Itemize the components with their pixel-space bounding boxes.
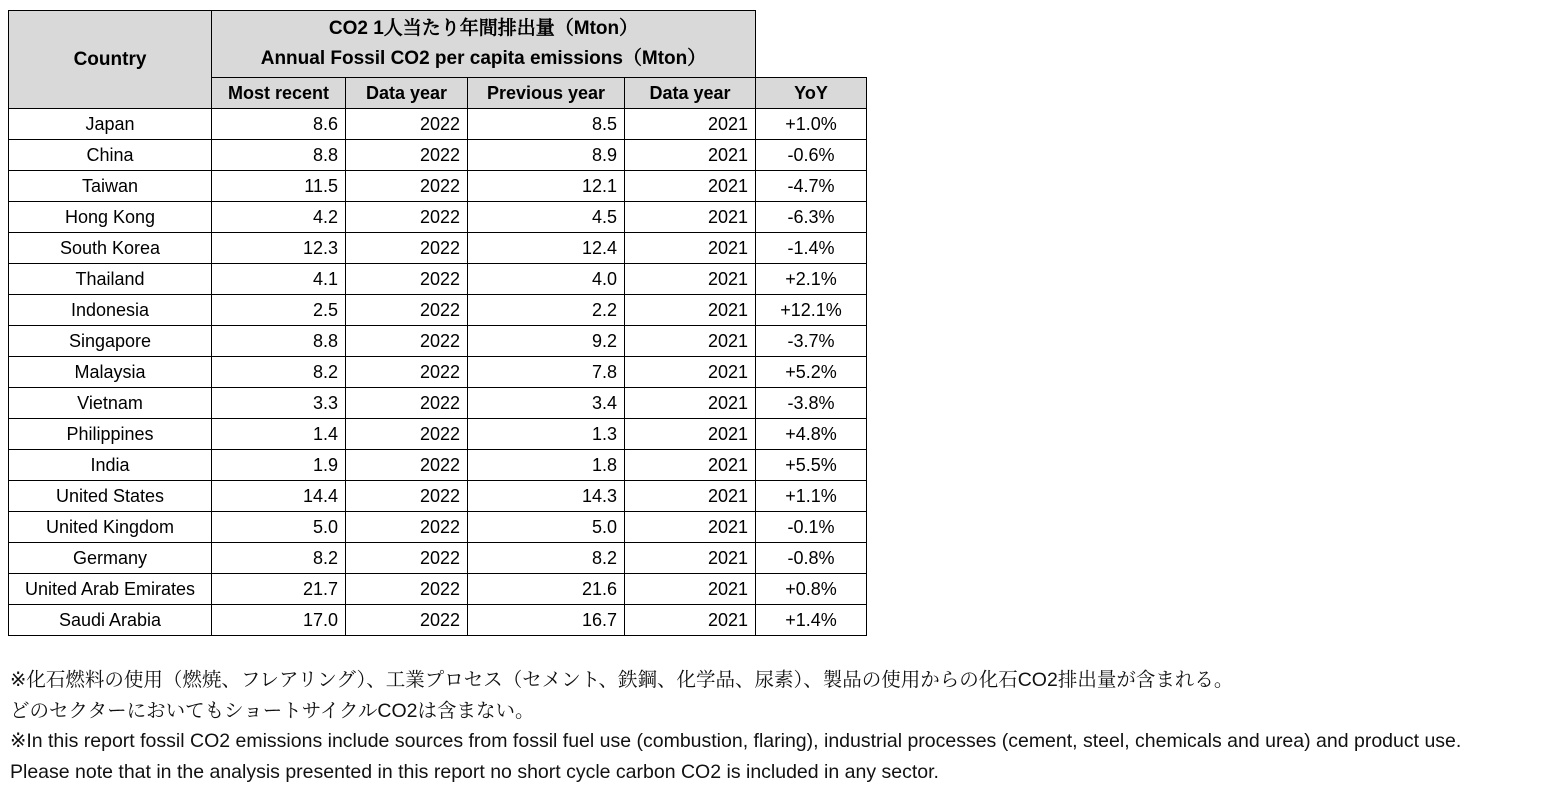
cell-country: United States [9,481,212,512]
emissions-table-container [8,10,867,636]
cell-previous-year: 4.0 [468,264,625,295]
cell-data-year-2: 2021 [625,543,756,574]
cell-country: South Korea [9,233,212,264]
cell-data-year-2: 2021 [625,264,756,295]
cell-previous-year: 5.0 [468,512,625,543]
cell-most-recent: 8.2 [212,543,346,574]
cell-previous-year: 8.2 [468,543,625,574]
cell-country: United Kingdom [9,512,212,543]
cell-data-year-2: 2021 [625,450,756,481]
cell-data-year-1: 2022 [346,326,468,357]
cell-data-year-1: 2022 [346,512,468,543]
cell-yoy: +2.1% [756,264,867,295]
cell-country: Saudi Arabia [9,605,212,636]
table-row [9,326,867,357]
footnote-english-2: Please note that in the analysis presented in this report no short cycle carbon CO2 is included in any sector. [10,760,939,783]
header-spacer [756,11,867,78]
cell-yoy: -0.8% [756,543,867,574]
cell-data-year-1: 2022 [346,233,468,264]
cell-country: China [9,140,212,171]
cell-data-year-2: 2021 [625,109,756,140]
footnote-english-1: ※In this report fossil CO2 emissions include sources from fossil fuel use (combustion, flaring), industrial processes (cement, steel, chemicals and urea) and product use. [10,730,1462,752]
country-column-header: Country [9,11,212,109]
cell-most-recent: 8.8 [212,326,346,357]
cell-previous-year: 3.4 [468,388,625,419]
cell-country: United Arab Emirates [9,574,212,605]
cell-data-year-1: 2022 [346,140,468,171]
table-row [9,605,867,636]
cell-yoy: -0.1% [756,512,867,543]
cell-data-year-1: 2022 [346,419,468,450]
cell-data-year-2: 2021 [625,295,756,326]
table-title-english: Annual Fossil CO2 per capita emissions（Mton） [260,48,707,69]
cell-most-recent: 14.4 [212,481,346,512]
table-body [9,109,867,636]
table-row [9,233,867,264]
cell-previous-year: 16.7 [468,605,625,636]
cell-data-year-1: 2022 [346,605,468,636]
cell-data-year-2: 2021 [625,171,756,202]
cell-yoy: -3.7% [756,326,867,357]
cell-data-year-2: 2021 [625,326,756,357]
table-row [9,295,867,326]
cell-country: Hong Kong [9,202,212,233]
table-row [9,109,867,140]
cell-yoy: +12.1% [756,295,867,326]
cell-previous-year: 12.1 [468,171,625,202]
cell-yoy: +1.0% [756,109,867,140]
table-row [9,171,867,202]
cell-previous-year: 12.4 [468,233,625,264]
table-row [9,388,867,419]
cell-most-recent: 4.1 [212,264,346,295]
cell-most-recent: 2.5 [212,295,346,326]
cell-yoy: +0.8% [756,574,867,605]
cell-data-year-2: 2021 [625,233,756,264]
cell-yoy: +4.8% [756,419,867,450]
column-header-yoy: YoY [756,78,867,109]
table-row [9,543,867,574]
cell-most-recent: 5.0 [212,512,346,543]
cell-data-year-1: 2022 [346,264,468,295]
cell-most-recent: 17.0 [212,605,346,636]
cell-previous-year: 7.8 [468,357,625,388]
cell-country: Germany [9,543,212,574]
column-header-data-year-1: Data year [346,78,468,109]
cell-data-year-1: 2022 [346,171,468,202]
cell-data-year-2: 2021 [625,419,756,450]
cell-country: Indonesia [9,295,212,326]
cell-yoy: +1.4% [756,605,867,636]
footnotes [10,665,1461,787]
table-row [9,574,867,605]
column-header-most-recent: Most recent [212,78,346,109]
cell-data-year-2: 2021 [625,605,756,636]
cell-data-year-1: 2022 [346,295,468,326]
title-header-row [9,11,867,78]
table-row [9,357,867,388]
cell-data-year-2: 2021 [625,574,756,605]
cell-most-recent: 11.5 [212,171,346,202]
table-row [9,419,867,450]
cell-data-year-2: 2021 [625,140,756,171]
cell-country: Taiwan [9,171,212,202]
cell-data-year-2: 2021 [625,357,756,388]
cell-previous-year: 1.8 [468,450,625,481]
cell-country: Japan [9,109,212,140]
cell-most-recent: 1.9 [212,450,346,481]
cell-most-recent: 12.3 [212,233,346,264]
cell-most-recent: 8.6 [212,109,346,140]
cell-data-year-1: 2022 [346,450,468,481]
cell-yoy: -4.7% [756,171,867,202]
table-row [9,450,867,481]
column-header-data-year-2: Data year [625,78,756,109]
cell-yoy: +5.2% [756,357,867,388]
cell-data-year-1: 2022 [346,388,468,419]
cell-data-year-1: 2022 [346,202,468,233]
cell-data-year-1: 2022 [346,574,468,605]
cell-previous-year: 21.6 [468,574,625,605]
cell-data-year-1: 2022 [346,481,468,512]
cell-data-year-2: 2021 [625,388,756,419]
column-header-previous-year: Previous year [468,78,625,109]
cell-previous-year: 14.3 [468,481,625,512]
table-row [9,481,867,512]
cell-country: Singapore [9,326,212,357]
cell-most-recent: 21.7 [212,574,346,605]
cell-data-year-2: 2021 [625,202,756,233]
cell-yoy: +5.5% [756,450,867,481]
cell-yoy: -3.8% [756,388,867,419]
cell-country: India [9,450,212,481]
cell-most-recent: 3.3 [212,388,346,419]
cell-most-recent: 8.8 [212,140,346,171]
cell-most-recent: 1.4 [212,419,346,450]
cell-country: Vietnam [9,388,212,419]
cell-data-year-1: 2022 [346,357,468,388]
cell-previous-year: 8.5 [468,109,625,140]
table-row [9,264,867,295]
footnote-japanese-2: どのセクターにおいてもショートサイクルCO2は含まない。 [10,699,535,722]
cell-yoy: -6.3% [756,202,867,233]
table-title-cell [212,11,756,78]
cell-most-recent: 4.2 [212,202,346,233]
cell-data-year-2: 2021 [625,481,756,512]
cell-data-year-2: 2021 [625,512,756,543]
cell-previous-year: 4.5 [468,202,625,233]
cell-country: Malaysia [9,357,212,388]
cell-most-recent: 8.2 [212,357,346,388]
cell-previous-year: 1.3 [468,419,625,450]
cell-data-year-1: 2022 [346,543,468,574]
cell-previous-year: 9.2 [468,326,625,357]
cell-country: Philippines [9,419,212,450]
cell-previous-year: 8.9 [468,140,625,171]
table-row [9,202,867,233]
table-title-japanese: CO2 1人当たり年間排出量（Mton） [328,18,639,39]
cell-yoy: -0.6% [756,140,867,171]
co2-emissions-table [8,10,867,636]
table-row [9,140,867,171]
cell-data-year-1: 2022 [346,109,468,140]
cell-yoy: -1.4% [756,233,867,264]
footnote-japanese-1: ※化石燃料の使用（燃焼、フレアリング）、工業プロセス（セメント、鉄鋼、化学品、尿素）、製品の使用からの化石CO2排出量が含まれる。 [10,669,1234,691]
cell-yoy: +1.1% [756,481,867,512]
table-row [9,512,867,543]
cell-country: Thailand [9,264,212,295]
cell-previous-year: 2.2 [468,295,625,326]
